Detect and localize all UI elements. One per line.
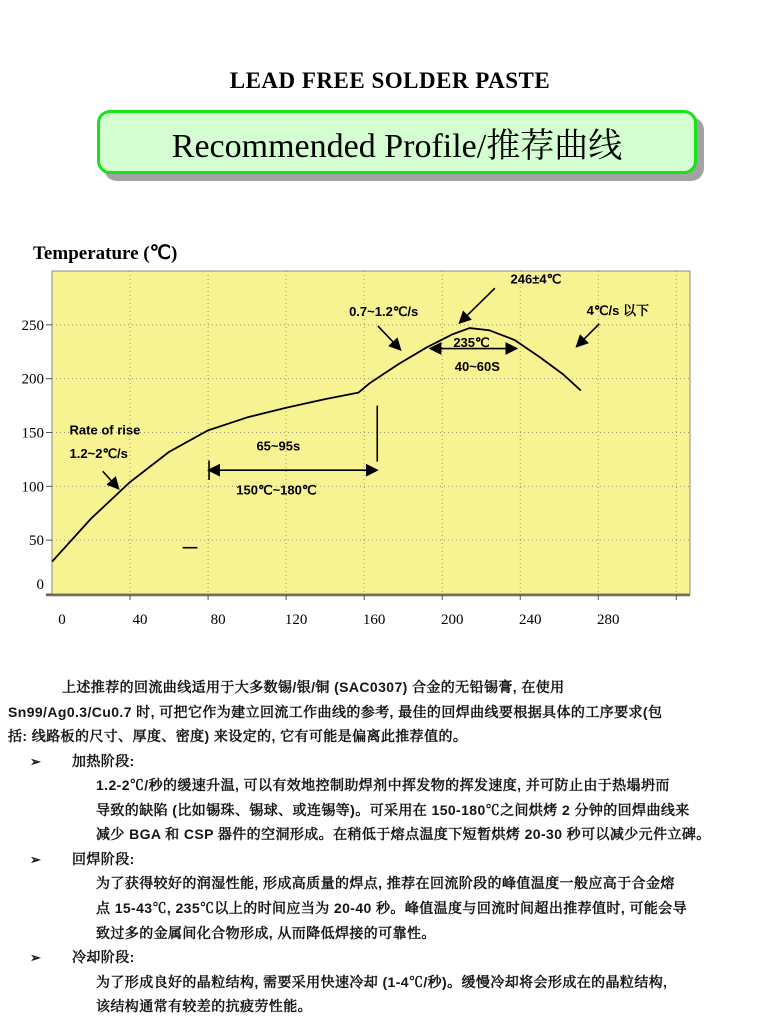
text-line: 点 15-43℃, 235℃以上的时间应当为 20-40 秒。峰值温度与回流时间超出推荐值时, 可能会导 [96,899,687,916]
page-title: LEAD FREE SOLDER PASTE [229,68,551,93]
ramp-rate-label: 0.7~1.2℃/s [349,303,419,319]
reflow-temp-label: 235℃ [453,335,490,351]
text-line: 导致的缺陷 (比如锡珠、锡球、或连锡等)。可采用在 150-180℃之间烘烤 2 分钟的回焊曲线来 [96,801,690,818]
section-heading-label: 回焊阶段: [72,850,135,867]
cooling-rate-label: 4℃/s 以下 [586,302,649,318]
reflow-time-label: 40~60S [454,358,500,374]
rate-of-rise-label: Rate of rise [69,422,141,438]
x-tick-label: 80 [210,612,226,628]
section-heading [30,750,135,772]
section-heading [30,946,135,968]
y-tick-label: 250 [21,317,44,334]
section-heading-label: 冷却阶段: [72,949,135,966]
section-heading-label: 加热阶段: [72,752,135,769]
soak-time-label: 65~95s [256,438,301,454]
x-tick-label: 240 [519,612,542,628]
peak-temp-label: 246±4℃ [510,271,562,287]
x-tick-label: 160 [362,612,386,628]
y-tick-label: 50 [29,533,44,550]
x-tick-label: 40 [132,612,148,628]
x-tick-label: 0 [58,612,66,628]
x-tick-label: 200 [440,612,464,628]
banner-label: Recommended Profile/推荐曲线 [171,127,623,165]
bullet-arrow-icon: ➢ [30,753,42,769]
text-line: 该结构通常有较差的抗疲劳性能。 [96,998,312,1015]
text-line: 减少 BGA 和 CSP 器件的空洞形成。在稍低于熔点温度下短暂烘烤 20-30 秒可以减少元件立碑。 [96,826,711,843]
text-line: Sn99/Ag0.3/Cu0.7 时, 可把它作为建立回流工作曲线的参考, 最佳的回焊曲线要根据具体的工序要求(包 [8,703,663,720]
y-tick-label: 100 [21,479,44,496]
y-tick-label: 200 [21,371,44,388]
y-tick-label: 150 [21,425,44,442]
y-tick-label: 0 [36,577,44,593]
rate-of-rise-value: 1.2~2℃/s [69,446,128,462]
text-line: 1.2-2℃/秒的缓速升温, 可以有效地控制助焊剂中挥发物的挥发速度, 并可防止由于热塌坍而 [96,777,670,794]
text-line: 上述推荐的回流曲线适用于大多数锡/银/铜 (SAC0307) 合金的无铅锡膏, 在使用 [62,679,565,695]
text-line: 为了获得较好的润湿性能, 形成高质量的焊点, 推荐在回流阶段的峰值温度一般应高于合金熔 [96,875,675,892]
bullet-arrow-icon: ➢ [30,851,42,867]
soak-temp-label: 150℃~180℃ [236,482,317,498]
x-tick-label: 280 [597,612,620,628]
x-tick-label: 120 [284,612,308,628]
text-line: 致过多的金属间化合物形成, 从而降低焊接的可靠性。 [96,924,436,941]
text-line: 为了形成良好的晶粒结构, 需要采用快速冷却 (1-4℃/秒)。缓慢冷却将会形成在的晶粒结构, [96,973,668,990]
section-heading [30,848,135,870]
y-axis-title: Temperature (℃) [33,243,178,264]
bullet-arrow-icon: ➢ [30,950,42,966]
text-line: 括: 线路板的尺寸、厚度、密度) 来设定的, 它有可能是偏离此推荐值的。 [8,728,468,745]
